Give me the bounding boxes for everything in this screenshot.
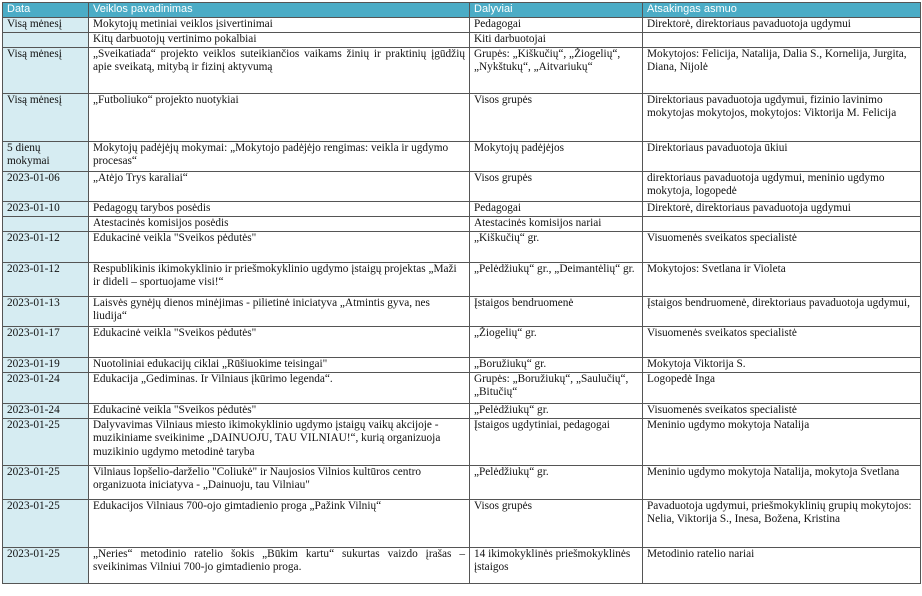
cell-participants: „Boružiukų“ gr.: [470, 357, 643, 372]
header-activity: Veiklos pavadinimas: [89, 3, 470, 18]
cell-responsible: Visuomenės sveikatos specialistė: [643, 326, 921, 357]
cell-date: [3, 216, 89, 231]
cell-date: 2023-01-10: [3, 201, 89, 216]
cell-date: [3, 32, 89, 47]
cell-participants: Visos grupės: [470, 171, 643, 201]
cell-activity: Edukacija „Gediminas. Ir Vilniaus įkūrimo legenda“.: [89, 372, 470, 403]
cell-date: 2023-01-13: [3, 296, 89, 326]
cell-activity: Vilniaus lopšelio-darželio "Coliukė" ir Naujosios Vilnios kultūros centro organizuota iniciatyva - „Dainuoju, tau Vilniau": [89, 465, 470, 499]
cell-responsible: Visuomenės sveikatos specialistė: [643, 403, 921, 418]
table-header-row: [3, 3, 921, 18]
cell-date: 2023-01-17: [3, 326, 89, 357]
cell-responsible: Visuomenės sveikatos specialistė: [643, 231, 921, 262]
cell-date: 2023-01-19: [3, 357, 89, 372]
cell-participants: „Žiogelių“ gr.: [470, 326, 643, 357]
cell-responsible: Direktoriaus pavaduotoja ugdymui, fizinio lavinimo mokytojas mokytojos, mokytojos: Viktorija M. Felicija: [643, 93, 921, 141]
table-row: [3, 403, 921, 418]
cell-date: Visą mėnesį: [3, 17, 89, 32]
cell-participants: Pedagogai: [470, 201, 643, 216]
table-row: [3, 418, 921, 465]
table-row: [3, 326, 921, 357]
cell-responsible: Mokytojos: Felicija, Natalija, Dalia S., Kornelija, Jurgita, Diana, Nijolė: [643, 47, 921, 93]
cell-responsible: Direktoriaus pavaduotoja ūkiui: [643, 141, 921, 171]
cell-activity: Nuotoliniai edukacijų ciklai „Rūšiuokime teisingai": [89, 357, 470, 372]
cell-responsible: Direktorė, direktoriaus pavaduotoja ugdymui: [643, 17, 921, 32]
cell-date: 5 dienų mokymai: [3, 141, 89, 171]
cell-date: 2023-01-06: [3, 171, 89, 201]
cell-responsible: Logopedė Inga: [643, 372, 921, 403]
table-row: [3, 93, 921, 141]
cell-activity: Atestacinės komisijos posėdis: [89, 216, 470, 231]
table-row: [3, 47, 921, 93]
cell-responsible: direktoriaus pavaduotoja ugdymui, meninio ugdymo mokytoja, logopedė: [643, 171, 921, 201]
cell-activity: Edukacijos Vilniaus 700-ojo gimtadienio proga „Pažink Vilnių“: [89, 499, 470, 547]
cell-date: 2023-01-25: [3, 465, 89, 499]
cell-participants: Įstaigos bendruomenė: [470, 296, 643, 326]
cell-responsible: [643, 32, 921, 47]
cell-responsible: Metodinio ratelio nariai: [643, 547, 921, 583]
cell-participants: Įstaigos ugdytiniai, pedagogai: [470, 418, 643, 465]
table-row: [3, 296, 921, 326]
cell-participants: Grupės: „Kiškučių“, „Žiogelių“, „Nykštukų“, „Aitvariukų“: [470, 47, 643, 93]
table-row: [3, 171, 921, 201]
table-row: [3, 216, 921, 231]
cell-responsible: Mokytojos: Svetlana ir Violeta: [643, 262, 921, 296]
table-row: [3, 32, 921, 47]
table-row: [3, 141, 921, 171]
cell-activity: Respublikinis ikimokyklinio ir priešmokyklinio ugdymo įstaigų projektas „Maži ir dideli – sportuojame visi!“: [89, 262, 470, 296]
header-responsible: Atsakingas asmuo: [643, 3, 921, 18]
cell-participants: Visos grupės: [470, 93, 643, 141]
cell-participants: „Pelėdžiukų“ gr.: [470, 403, 643, 418]
table-row: [3, 262, 921, 296]
cell-activity: Kitų darbuotojų vertinimo pokalbiai: [89, 32, 470, 47]
cell-participants: Pedagogai: [470, 17, 643, 32]
cell-responsible: Mokytoja Viktorija S.: [643, 357, 921, 372]
table-row: [3, 201, 921, 216]
cell-activity: Edukacinė veikla "Sveikos pėdutės": [89, 403, 470, 418]
cell-participants: 14 ikimokyklinės priešmokyklinės įstaigos: [470, 547, 643, 583]
cell-date: 2023-01-24: [3, 372, 89, 403]
cell-activity: „Atėjo Trys karaliai“: [89, 171, 470, 201]
cell-participants: Visos grupės: [470, 499, 643, 547]
events-table: [2, 2, 921, 584]
cell-activity: „Sveikatiada“ projekto veiklos suteikiančios vaikams žinių ir praktinių įgūdžių apie sveikatą, mitybą ir fizinį aktyvumą: [89, 47, 470, 93]
cell-date: 2023-01-25: [3, 418, 89, 465]
cell-responsible: Įstaigos bendruomenė, direktoriaus pavaduotoja ugdymui,: [643, 296, 921, 326]
cell-date: 2023-01-24: [3, 403, 89, 418]
cell-activity: Mokytojų metiniai veiklos įsivertinimai: [89, 17, 470, 32]
cell-activity: Laisvės gynėjų dienos minėjimas - pilietinė iniciatyva „Atmintis gyva, nes liudija“: [89, 296, 470, 326]
table-row: [3, 372, 921, 403]
cell-activity: Mokytojų padėjėjų mokymai: „Mokytojo padėjėjo rengimas: veikla ir ugdymo procesas“: [89, 141, 470, 171]
header-date: Data: [3, 3, 89, 18]
cell-responsible: Pavaduotoja ugdymui, priešmokyklinių grupių mokytojos: Nelia, Viktorija S., Inesa, Božena, Kristina: [643, 499, 921, 547]
cell-activity: „Neries“ metodinio ratelio šokis „Būkim kartu“ sukurtas vaizdo įrašas – sveikinimas Vilniui 700-jo gimtadienio proga.: [89, 547, 470, 583]
cell-responsible: Direktorė, direktoriaus pavaduotoja ugdymui: [643, 201, 921, 216]
cell-responsible: Meninio ugdymo mokytoja Natalija: [643, 418, 921, 465]
cell-responsible: Meninio ugdymo mokytoja Natalija, mokytoja Svetlana: [643, 465, 921, 499]
cell-participants: Atestacinės komisijos nariai: [470, 216, 643, 231]
cell-participants: „Kiškučių“ gr.: [470, 231, 643, 262]
cell-participants: Mokytojų padėjėjos: [470, 141, 643, 171]
cell-activity: Pedagogų tarybos posėdis: [89, 201, 470, 216]
table-row: [3, 465, 921, 499]
cell-date: 2023-01-25: [3, 547, 89, 583]
table-row: [3, 499, 921, 547]
cell-date: 2023-01-25: [3, 499, 89, 547]
cell-participants: „Pelėdžiukų“ gr.: [470, 465, 643, 499]
cell-activity: Edukacinė veikla "Sveikos pėdutės": [89, 326, 470, 357]
cell-responsible: [643, 216, 921, 231]
table-row: [3, 17, 921, 32]
table-row: [3, 357, 921, 372]
cell-date: Visą mėnesį: [3, 47, 89, 93]
cell-participants: Kiti darbuotojai: [470, 32, 643, 47]
cell-activity: Edukacinė veikla "Sveikos pėdutės": [89, 231, 470, 262]
cell-activity: „Futboliuko“ projekto nuotykiai: [89, 93, 470, 141]
table-row: [3, 547, 921, 583]
cell-activity: Dalyvavimas Vilniaus miesto ikimokyklinio ugdymo įstaigų vaikų akcijoje - muzikiniame sveikinime „DAINUOJU, TAU VILNIAU!“, kurią organizuoja muzikinio ugdymo metodinė taryba: [89, 418, 470, 465]
table-row: [3, 231, 921, 262]
cell-participants: Grupės: „Boružiukų“, „Saulučių“, „Bitučių“: [470, 372, 643, 403]
cell-date: 2023-01-12: [3, 231, 89, 262]
cell-date: Visą mėnesį: [3, 93, 89, 141]
cell-date: 2023-01-12: [3, 262, 89, 296]
header-participants: Dalyviai: [470, 3, 643, 18]
cell-participants: „Pelėdžiukų“ gr., „Deimantėlių“ gr.: [470, 262, 643, 296]
